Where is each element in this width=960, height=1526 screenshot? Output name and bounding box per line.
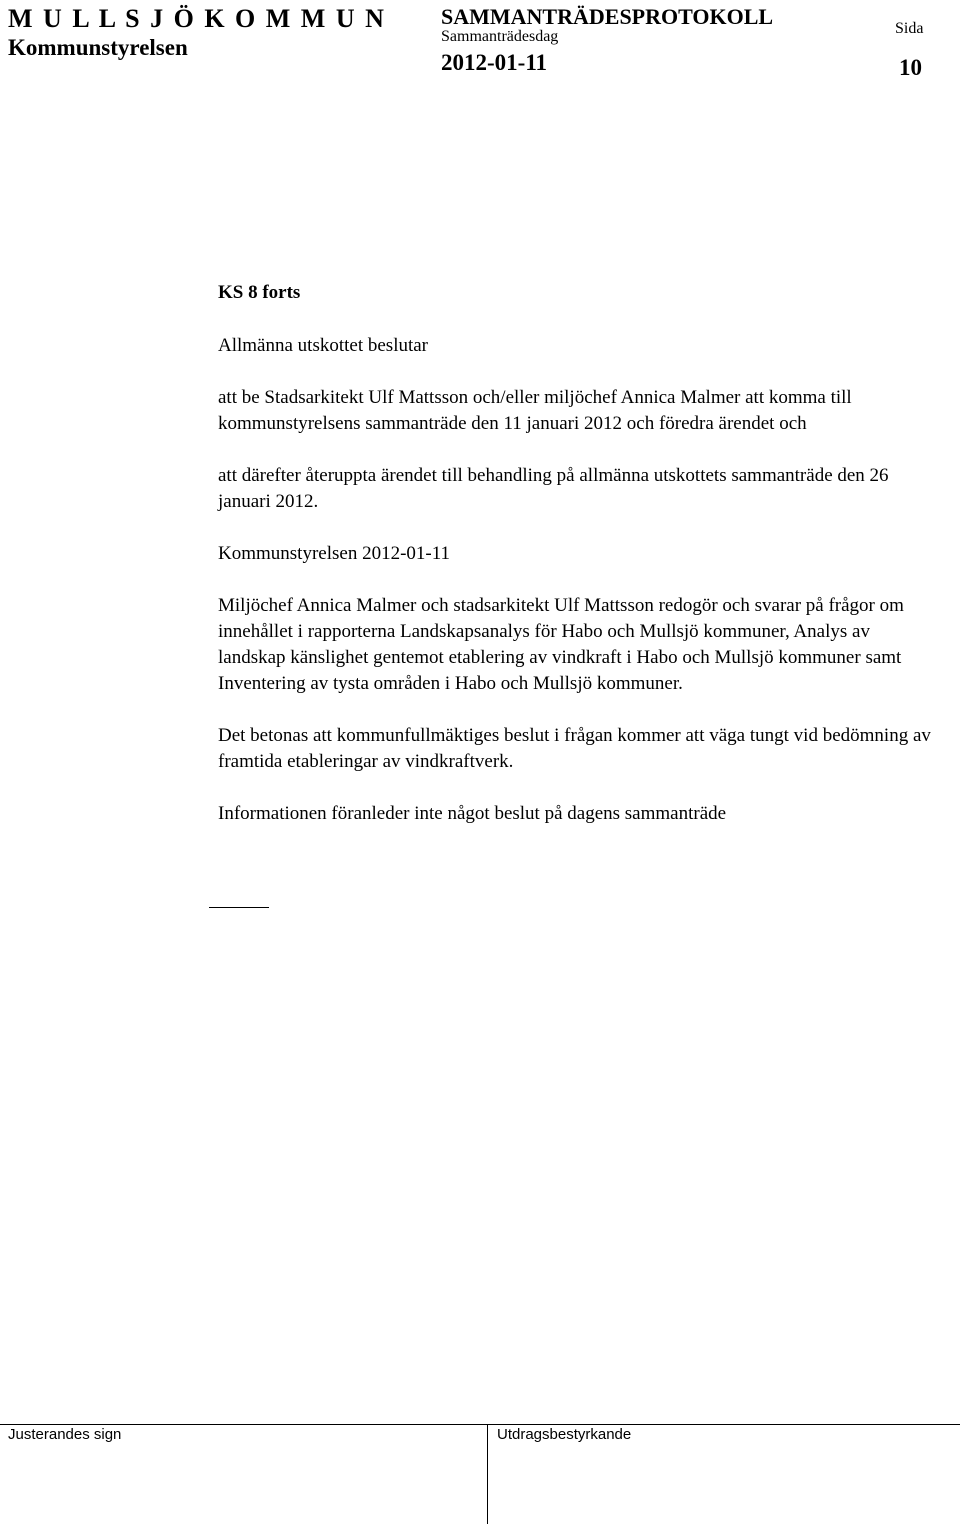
page-number: 10 [899,55,922,80]
signature-field-label: Justerandes sign [8,1426,122,1443]
decision-intro: Allmänna utskottet beslutar [218,335,429,356]
certification-field-label: Utdragsbestyrkande [497,1426,632,1443]
footer-rule [0,1424,960,1425]
meeting-reference: Kommunstyrelsen 2012-01-11 [218,543,451,564]
decision-clause-1: att be Stadsarkitekt Ulf Mattsson och/eller miljöchef Annica Malmer att komma till kommunstyrelsens sammanträde den 11 januari 2012 och föredra ärendet och [218,387,852,434]
information-paragraph: Miljöchef Annica Malmer och stadsarkitekt Ulf Mattsson redogör och svarar på frågor om innehållet i rapporterna Landskapsanalys för Habo och Mullsjö kommuner, Analys av landskap känslighet gentemot etablering av vindkraft i Habo och Mullsjö kommuner samt Inventering av tysta områden i Habo och Mullsjö kommuner. [218,595,904,694]
protocol-title: SAMMANTRÄDESPROTOKOLL [441,4,774,29]
protocol-body [218,280,938,827]
section-end-rule [209,907,269,908]
conclusion-paragraph: Informationen föranleder inte något beslut på dagens sammanträde [218,803,727,824]
decision-clause-2: att därefter återuppta ärendet till behandling på allmänna utskottets sammanträde den 26 januari 2012. [218,465,889,512]
committee-name: Kommunstyrelsen [8,35,188,60]
footer-divider [487,1424,488,1524]
meeting-date: 2012-01-11 [441,50,548,75]
section-heading: KS 8 forts [218,282,301,303]
emphasis-paragraph: Det betonas att kommunfullmäktiges beslut i frågan kommer att väga tungt vid bedömning av framtida etableringar av vindkraftverk. [218,725,931,772]
organization-name: M U L L S J Ö K O M M U N [8,4,386,33]
meeting-date-label: Sammanträdesdag [441,28,559,45]
page-label: Sida [895,20,924,37]
